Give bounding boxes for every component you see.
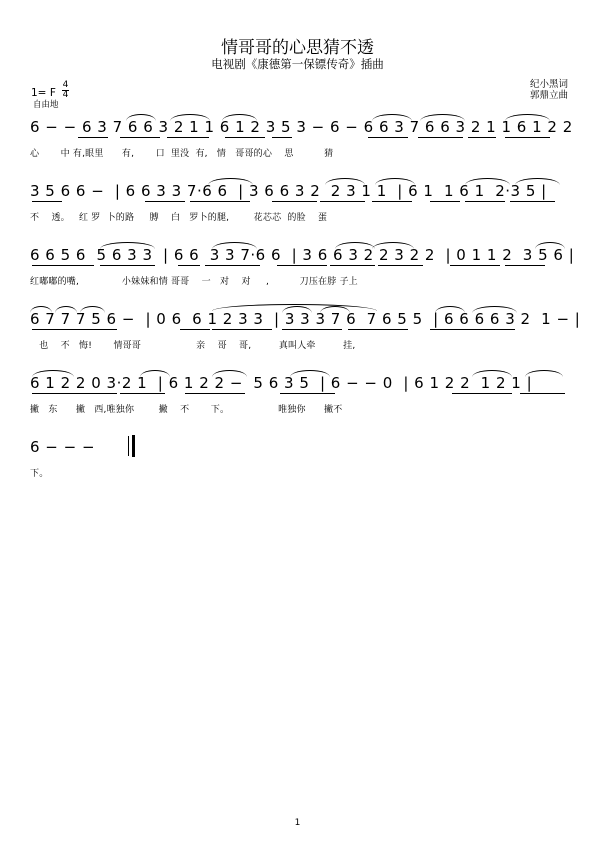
notes-line-4: 6 7 7 7 5 6 − | 0 6 6 1 2 3 3 | 3 3 3 7 6 7 6 5 5 | 6 6 6 6 3 2 1 − | (30, 310, 581, 328)
song-title: 情哥哥的心思猜不透 (221, 38, 374, 58)
page-number: 1 (294, 818, 301, 828)
notes-line-1: 6 − − 6 3 7 6 6 3 2 1 1 6 1 2 3 5 3 − 6 − 6 6 3 7 6 6 3 2 1 1 6 1 2 2 (30, 118, 573, 136)
time-signature (62, 81, 69, 100)
score-line-3 (0, 246, 595, 306)
notes-line-3: 6 6 5 6 5 6 3 3 | 6 6 3 3 7·6 6 | 3 6 6 3 2 2 3 2 2 | 0 1 1 2 3 5 6 | (30, 246, 575, 264)
credits (530, 79, 568, 101)
lyricist-credit: 纪小黑词 (529, 79, 568, 90)
lyrics-line-4: 也 不 悔! 情哥哥 亲 哥 哥, 真叫人牵 挂, (30, 341, 356, 351)
tempo-marking: 自由地 (33, 100, 59, 110)
lyrics-line-2: 不 透。 红 罗 卜的路 膊 白 罗卜的腿, 花芯芯 的脸 蛋 (30, 213, 328, 223)
notes-line-2: 3 5 6 6 − | 6 6 3 3 7·6 6 | 3 6 6 3 2 2 3 1 1 | 6 1 1 6 1 2·3 5 | (30, 182, 547, 200)
composer-credit: 郭鼎立曲 (529, 90, 568, 101)
score-line-1 (0, 118, 595, 178)
song-subtitle: 电视剧《康德第一保镖传奇》插曲 (211, 57, 384, 71)
notes-line-6: 6 − − − (30, 438, 96, 456)
lyrics-line-6: 下。 (30, 469, 49, 479)
meter-top: 4 (62, 80, 69, 90)
key-signature: 1= F (31, 87, 56, 99)
score-line-5 (0, 374, 595, 434)
lyrics-line-5: 撇 东 撇 西,唯独你 撇 不 下。 唯独你 撇不 (30, 405, 343, 415)
score-line-6 (0, 438, 595, 498)
lyrics-line-3: 红嘟嘟的嘴, 小妹妹和情 哥哥 一 对 对 , 刀压在脖 子上 (30, 277, 358, 287)
lyrics-line-1: 心 中 有,眼里 有, 口 里没 有, 情 哥哥的心 思 猜 (30, 149, 334, 159)
notes-line-5: 6 1 2 2 0 3·2 1 | 6 1 2 2 − 5 6 3 5 | 6 − − 0 | 6 1 2 2 1 2 1 | (30, 374, 533, 392)
score-line-2 (0, 182, 595, 242)
score-line-4 (0, 310, 595, 370)
meter-bottom: 4 (62, 90, 69, 100)
